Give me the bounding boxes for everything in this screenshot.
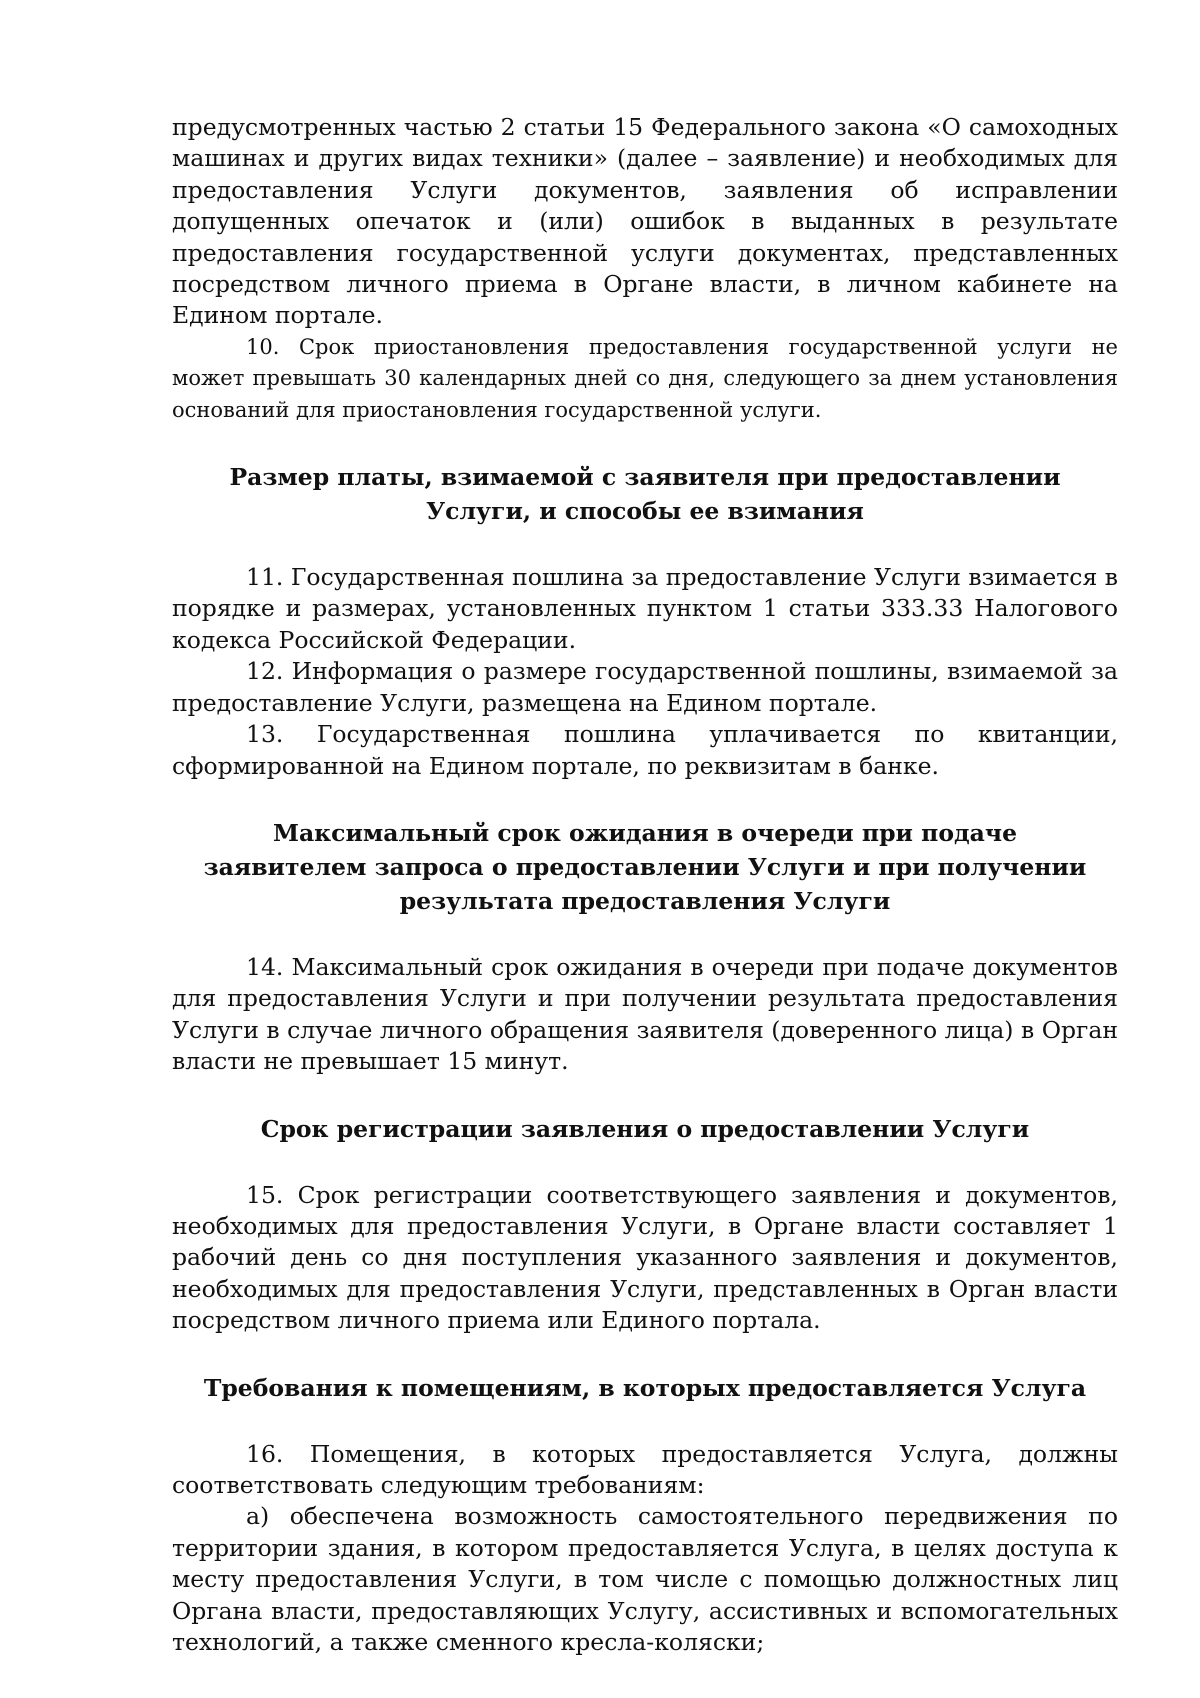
paragraph-15: 15. Срок регистрации соответствующего заявления и документов, необходимых для предоставления Услуги, в Органе власти составляет 1 рабочий день со дня поступления указанного заявления и документов, необходимых для предоставления Услуги, представленных в Орган власти посредством личного приема или Единого портала. bbox=[172, 1180, 1118, 1335]
paragraph-16: 16. Помещения, в которых предоставляется Услуга, должны соответствовать следующим требованиям: bbox=[172, 1439, 1118, 1499]
document-page bbox=[172, 112, 1118, 1658]
spacer bbox=[172, 426, 1118, 460]
heading-premises: Требования к помещениям, в которых предоставляется Услуга bbox=[203, 1373, 1087, 1402]
paragraph-intro: предусмотренных частью 2 статьи 15 Федерального закона «О самоходных машинах и других видах техники» (далее – заявление) и необходимых для предоставления Услуги документов, заявления об исправлении допущенных опечаток и (или) ошибок в выданных в результате предоставления государственной услуги документах, представленных посредством личного приема в Органе власти, в личном кабинете на Едином портале. bbox=[172, 113, 1118, 330]
spacer bbox=[172, 918, 1118, 952]
spacer bbox=[172, 528, 1118, 562]
heading-fee: Размер платы, взимаемой с заявителя при предоставлении Услуги, и способы ее взимания bbox=[229, 463, 1061, 526]
spacer bbox=[172, 782, 1118, 816]
paragraph-12: 12. Информация о размере государственной пошлины, взимаемой за предоставление Услуги, размещена на Едином портале. bbox=[172, 657, 1118, 717]
paragraph-13: 13. Государственная пошлина уплачивается по квитанции, сформированной на Едином портале, по реквизитам в банке. bbox=[172, 720, 1118, 780]
paragraph-11: 11. Государственная пошлина за предоставление Услуги взимается в порядке и размерах, установленных пунктом 1 статьи 333.33 Налогового кодекса Российской Федерации. bbox=[172, 563, 1118, 654]
paragraph-16a: а) обеспечена возможность самостоятельного передвижения по территории здания, в котором предоставляется Услуга, в целях доступа к месту предоставления Услуги, в том числе с помощью должностных лиц Органа власти, предоставляющих Услугу, ассистивных и вспомогательных технологий, а также сменного кресла-коляски; bbox=[172, 1502, 1118, 1656]
spacer bbox=[172, 1337, 1118, 1371]
heading-registration: Срок регистрации заявления о предоставлении Услуги bbox=[260, 1114, 1030, 1143]
paragraph-10: 10. Срок приостановления предоставления государственной услуги не может превышать 30 календарных дней со дня, следующего за днем установления оснований для приостановления государственной услуги. bbox=[172, 334, 1118, 422]
spacer bbox=[172, 1405, 1118, 1439]
spacer bbox=[172, 1078, 1118, 1112]
paragraph-14: 14. Максимальный срок ожидания в очереди при подаче документов для предоставления Услуги и при получении результата предоставления Услуги в случае личного обращения заявителя (доверенного лица) в Орган власти не превышает 15 минут. bbox=[172, 952, 1118, 1076]
heading-queue: Максимальный срок ожидания в очереди при подаче заявителем запроса о предоставлении Услуги и при получении результата предоставления Услуги bbox=[203, 818, 1087, 915]
spacer bbox=[172, 1146, 1118, 1180]
